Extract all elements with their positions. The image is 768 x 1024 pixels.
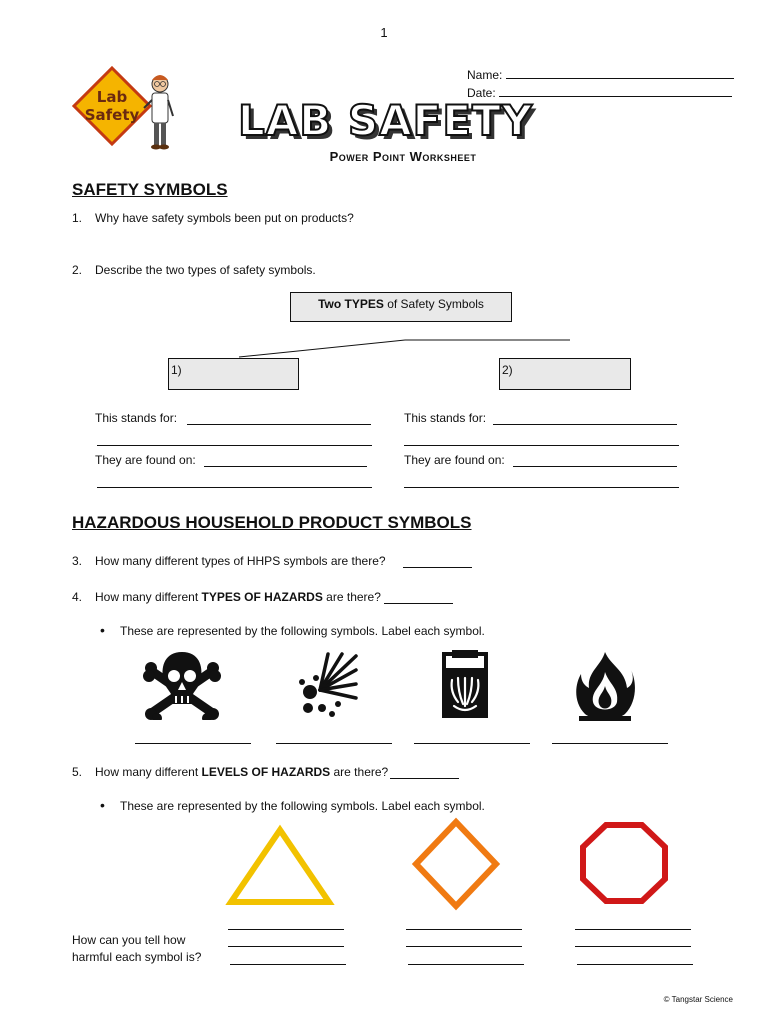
question-2: 2. Describe the two types of safety symbols. <box>72 263 316 277</box>
octagon-blank-1[interactable] <box>575 929 691 930</box>
hhps-heading: HAZARDOUS HOUSEHOLD PRODUCT SYMBOLS <box>72 513 472 532</box>
triangle-blank-2[interactable] <box>228 946 344 947</box>
found-on-label-2: They are found on: <box>404 453 505 467</box>
octagon-blank-3[interactable] <box>577 964 693 965</box>
diamond-blank-2[interactable] <box>406 946 522 947</box>
stands-for-blank-2b[interactable] <box>404 445 679 446</box>
label-blank-corrosive[interactable] <box>414 743 530 744</box>
corrosive-icon <box>438 650 492 720</box>
stands-for-blank-2[interactable] <box>493 424 677 425</box>
explosive-icon <box>298 652 358 718</box>
question-3: 3. How many different types of HHPS symbols are there? <box>72 554 386 568</box>
name-field <box>467 66 734 82</box>
stands-for-label-2: This stands for: <box>404 411 487 425</box>
q3-blank[interactable] <box>403 567 472 568</box>
page-subtitle: Power Point Worksheet <box>329 149 477 164</box>
octagon-icon <box>578 820 670 906</box>
harm-question-line1: How can you tell how <box>72 933 186 947</box>
triangle-icon <box>225 823 335 907</box>
svg-text:Safety: Safety <box>84 106 140 124</box>
skull-crossbones-icon <box>143 650 221 720</box>
octagon-blank-2[interactable] <box>575 946 691 947</box>
diamond-blank-3[interactable] <box>408 964 524 965</box>
found-on-label-1: They are found on: <box>95 453 196 467</box>
safety-symbols-heading: SAFETY SYMBOLS <box>72 180 228 199</box>
diamond-blank-1[interactable] <box>406 929 522 930</box>
found-on-blank-2b[interactable] <box>404 487 679 488</box>
question-1: 1. Why have safety symbols been put on products? <box>72 211 354 225</box>
found-on-blank-2[interactable] <box>513 466 677 467</box>
bullet-2: • These are represented by the following symbols. Label each symbol. <box>100 797 485 813</box>
triangle-blank-3[interactable] <box>230 964 346 965</box>
lab-safety-logo <box>72 66 182 156</box>
stands-for-blank-1b[interactable] <box>97 445 372 446</box>
date-blank[interactable] <box>499 84 732 97</box>
svg-text:Lab: Lab <box>96 88 128 106</box>
name-blank[interactable] <box>506 66 734 79</box>
type-1-box[interactable]: 1) <box>168 358 299 390</box>
name-label: Name: <box>467 68 503 82</box>
flammable-icon <box>575 650 635 722</box>
question-5: 5. How many different LEVELS OF HAZARDS are there? <box>72 765 389 779</box>
stands-for-blank-1[interactable] <box>187 424 371 425</box>
two-types-box: Two TYPES of Safety Symbols <box>290 292 512 322</box>
label-blank-flammable[interactable] <box>552 743 668 744</box>
found-on-blank-1b[interactable] <box>97 487 372 488</box>
date-label: Date: <box>467 86 496 100</box>
stands-for-label-1: This stands for: <box>95 411 178 425</box>
q4-blank[interactable] <box>384 603 453 604</box>
question-4: 4. How many different TYPES OF HAZARDS are there? <box>72 590 381 604</box>
label-blank-skull[interactable] <box>135 743 251 744</box>
found-on-blank-1[interactable] <box>204 466 367 467</box>
footer-copyright: © Tangstar Science <box>663 995 733 1004</box>
diamond-icon <box>410 816 502 912</box>
page-title: LAB SAFETY <box>238 96 534 145</box>
label-blank-explosive[interactable] <box>276 743 392 744</box>
type-2-box[interactable]: 2) <box>499 358 631 390</box>
page-number: 1 <box>380 25 388 40</box>
triangle-blank-1[interactable] <box>228 929 344 930</box>
q5-blank[interactable] <box>390 778 459 779</box>
harm-question-line2: harmful each symbol is? <box>72 950 202 964</box>
bullet-1: • These are represented by the following symbols. Label each symbol. <box>100 622 485 638</box>
